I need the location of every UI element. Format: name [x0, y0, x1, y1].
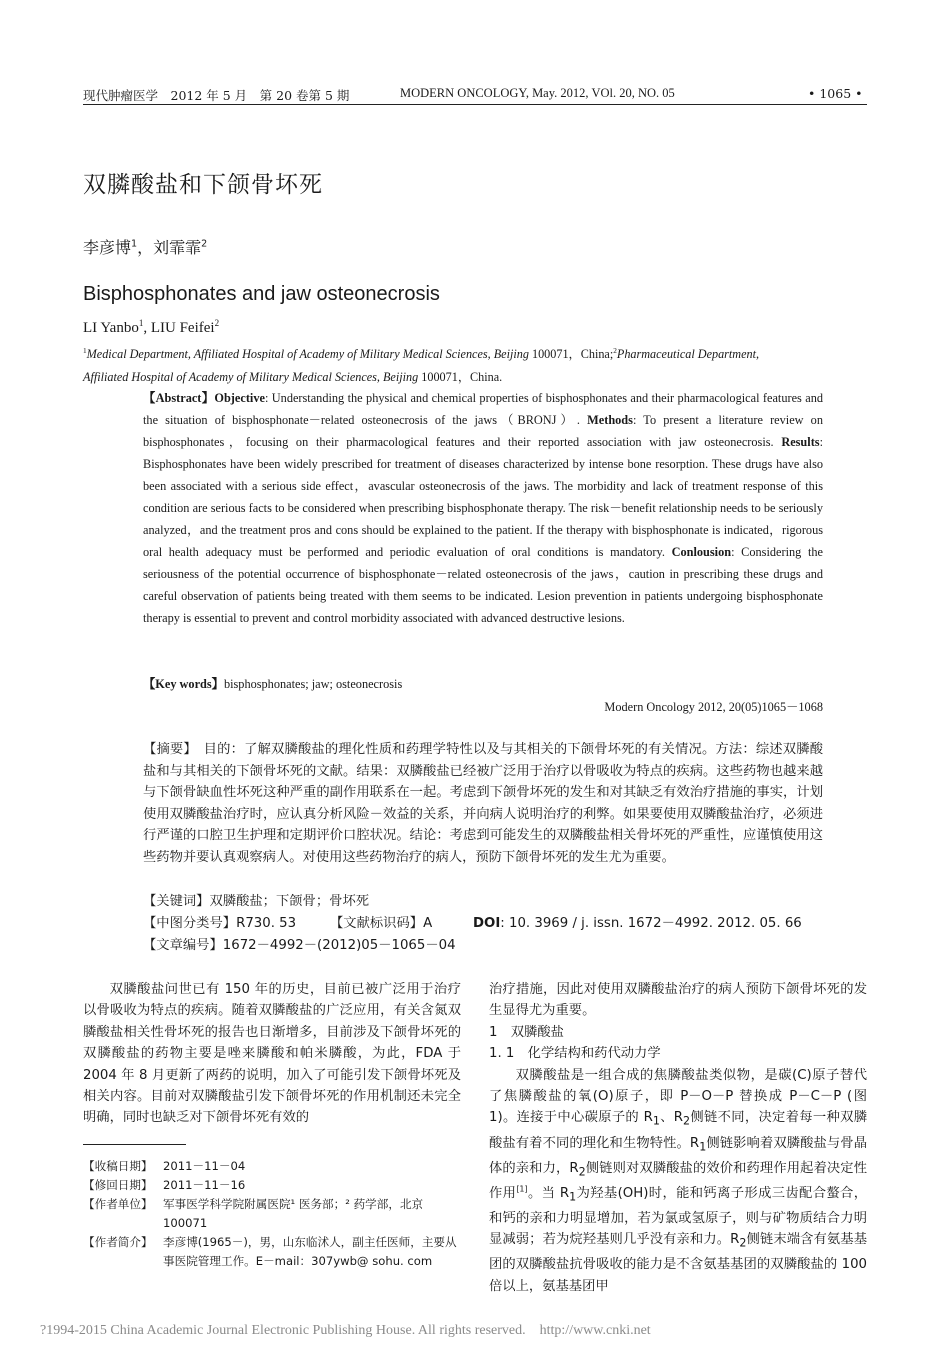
p2-part-c: 侧链不同，决定着每一种双膦酸盐有着不同的理化和生物特性。R — [489, 1110, 867, 1151]
keywords-cn-text: 双膦酸盐；下颌骨；骨坏死 — [209, 894, 370, 909]
abstract-cn-label: 【摘要】 — [143, 742, 191, 757]
methods-label: Methods — [587, 413, 633, 427]
conclusion-label: Conlousion — [671, 545, 732, 559]
p2-part-d: 侧链影响着双膦酸盐与骨晶体的亲和力，R — [489, 1135, 867, 1176]
body-right-column — [489, 979, 867, 1297]
sub-r2: 2 — [683, 1115, 691, 1129]
aff-1-code: 100071，China; — [528, 347, 614, 361]
author-sep: ， — [137, 238, 154, 257]
doc-code — [330, 913, 432, 935]
header-rule — [83, 104, 867, 105]
sub-r1: 1 — [569, 1190, 577, 1204]
note-value: 2011－11－04 — [163, 1159, 246, 1173]
article-value: 1672－4992－(2012)05－1065－04 — [222, 938, 456, 953]
sub-r1: 1 — [652, 1115, 660, 1129]
clc-label: 【中图分类号】 — [143, 916, 237, 931]
note-label: 【作者单位】 — [83, 1197, 153, 1211]
aff-2-code: 100071，China. — [418, 370, 503, 384]
author-en-sep: , — [143, 320, 151, 336]
note-affiliation — [83, 1195, 461, 1233]
keywords-en-label: 【Key words】 — [143, 677, 224, 691]
note-revised — [83, 1176, 461, 1195]
conclusion-text: : Considering the seriousness of the potential occurrence of bisphosphonate－related osteonecrosis of the jaws，caution in prescribing these drugs and careful observation of patients being treated with them seems to be indicated. Lesion prevention in patients undergoing bisphosphonate therapy is essential to prevent and control morbidity associated with advanced destructive lesions. — [143, 545, 823, 625]
objective-text: : Understanding the physical and chemical properties of bisphosphonates and their pharmacological features and the situation of bisphosphonate－related osteonecrosis of the jaws（BRONJ）. — [143, 391, 823, 427]
classification-row — [143, 913, 843, 935]
keywords-en-text: bisphosphonates; jaw; osteonecrosis — [223, 677, 403, 691]
doi-value: : 10. 3969 / j. issn. 1672－4992. 2012. 05. 66 — [500, 916, 802, 931]
copyright-footer: ?1994-2015 China Academic Journal Electronic Publishing House. All rights reserved. http://www.cnki.net — [40, 1323, 651, 1338]
aff-2-text-b: Affiliated Hospital of Academy of Military Medical Sciences, Beijing — [83, 370, 419, 384]
note-value: 李彦博(1965－)，男，山东临沭人，副主任医师，主要从事医院管理工作。E－mail：307ywb@ sohu. com — [163, 1235, 457, 1268]
author-1-en: LI Yanbo — [83, 320, 139, 336]
note-value: 2011－11－16 — [163, 1178, 246, 1192]
results-text: : Bisphosphonates have been widely prescribed for treatment of diseases characterized by intense bone resorption. These drugs have also been associated with a serious side effect，avascular osteonecrosis of the jaws. The morbidity and lack of treatment response of this condition are serious facts to be considered when prescribing bisphosphonate therapy. The risk－benefit relationship needs to be seriously analyzed，and the treatment pros and cons should be explained to the patient. If the therapy with bisphosphonate is indicated，rigorous oral health adequacy must be performed and periodic evaluation of oral conditions is mandatory. — [143, 435, 823, 559]
sub-r1: 1 — [699, 1140, 707, 1154]
author-2-en-sup: 2 — [214, 318, 220, 328]
journal-header-cn: 现代肿瘤医学 2012 年 5 月 第 20 卷第 5 期 — [83, 88, 350, 103]
affiliation — [83, 343, 868, 389]
p2-part-e: 侧链则对双膦酸盐的效价和药理作用起着决定性作用 — [489, 1160, 867, 1201]
body-paragraph-continued: 治疗措施，因此对使用双膦酸盐治疗的病人预防下颌骨坏死的发生显得尤为重要。 — [489, 982, 867, 1019]
p2-part-f: 。当 R — [527, 1185, 570, 1201]
abstract-cn-text: 目的：了解双膦酸盐的理化性质和药理学特性以及与其相关的下颌骨坏死的有关情况。方法：综述双膦酸盐和与其相关的下颌骨坏死的文献。结果：双膦酸盐已经被广泛用于治疗以骨吸收为特点的疾病。这些药物也越来越与下颌骨缺血性坏死这种严重的副作用联系在一起。考虑到下颌骨坏死的发生和对其缺乏有效治疗措施的事实，计划使用双膦酸盐治疗时，应认真分析风险－效益的关系，并向病人说明治疗的利弊。如果要使用双膦酸盐治疗，必须进行严谨的口腔卫生护理和定期评价口腔状况。结论：考虑到可能发生的双膦酸盐相关骨坏死的严重性，应谨慎使用这些药物并要认真观察病人。对使用这些药物治疗的病人，预防下颌骨坏死的发生尤为重要。 — [143, 742, 823, 865]
doc-value: A — [423, 916, 433, 931]
aff-1-text: Medical Department, Affiliated Hospital of Academy of Military Medical Sciences, Beijing — [86, 347, 529, 361]
author-1-sup: 1 — [131, 238, 138, 250]
title-cn: 双膦酸盐和下颌骨坏死 — [83, 172, 323, 198]
abstract-en — [143, 387, 823, 629]
author-1-en-sup: 1 — [138, 318, 144, 328]
aff-1-sup: 1 — [83, 345, 87, 355]
note-received — [83, 1157, 461, 1176]
article-notes — [83, 1157, 461, 1271]
note-value: 军事医学科学院附属医院¹ 医务部；² 药学部，北京 100071 — [163, 1197, 424, 1230]
aff-2-sup: 2 — [613, 345, 617, 355]
note-author-bio — [83, 1233, 461, 1271]
note-label: 【作者简介】 — [83, 1235, 153, 1249]
keywords-cn — [143, 891, 843, 913]
note-label: 【收稿日期】 — [83, 1159, 153, 1173]
note-label: 【修回日期】 — [83, 1178, 153, 1192]
section-heading: 1 双膦酸盐 — [489, 1024, 564, 1040]
page-number: • 1065 • — [808, 86, 863, 101]
reference-marker: [1] — [516, 1184, 528, 1194]
doc-label: 【文献标识码】 — [330, 916, 424, 931]
body-paragraph: 双膦酸盐问世已有 150 年的历史，目前已被广泛用于治疗以骨吸收为特点的疾病。随着双膦酸盐的广泛应用，有关含氮双膦酸盐相关性骨坏死的报告也日渐增多，目前涉及下颌骨坏死的双膦酸盐的药物主要是唑来膦酸和帕米膦酸，为此，FDA 于 2004 年 8 月更新了两药的说明，加入了可能引发下颌骨坏死及相关内容。目前对双膦酸盐引发下颌骨坏死的作用机制还未完全明确，同时也缺乏对下颌骨坏死有效的 — [83, 982, 461, 1126]
article-label: 【文章编号】 — [143, 938, 223, 953]
title-en: Bisphosphonates and jaw osteonecrosis — [83, 283, 440, 305]
results-label: Results — [781, 435, 820, 449]
doi-label: DOI — [473, 916, 501, 931]
sub-r2: 2 — [739, 1236, 747, 1250]
objective-label: Objective — [214, 391, 265, 405]
p2-part-a: 双膦酸盐是一组合成的焦膦酸盐类似物，是碳(C)原子替代了焦膦酸盐的氧(O)原子，即 P－O－P 替换成 P－C－P (图 1)。连接于中心碳原子的 R — [489, 1067, 867, 1126]
clc-value: R730. 53 — [236, 916, 297, 931]
keywords-cn-label: 【关键词】 — [143, 894, 210, 909]
body-left-column — [83, 979, 461, 1129]
abstract-label: 【Abstract】 — [143, 391, 215, 405]
keywords-en — [143, 673, 823, 695]
doi — [473, 913, 802, 935]
body-paragraph — [489, 1065, 867, 1297]
p2-part-h: 侧链末端含有氨基基团的双膦酸盐抗骨吸收的能力是不含氨基基团的双膦酸盐的 100 倍以上，氨基基团甲 — [489, 1232, 867, 1294]
subsection-heading: 1. 1 化学结构和药代动力学 — [489, 1046, 661, 1062]
citation: Modern Oncology 2012, 20(05)1065－1068 — [604, 700, 823, 714]
authors-cn — [83, 235, 207, 258]
author-2-sup: 2 — [201, 238, 208, 250]
footnote-rule — [83, 1144, 186, 1145]
author-1-cn: 李彦博 — [83, 238, 132, 257]
article-number — [143, 935, 843, 957]
authors-en — [83, 320, 219, 337]
p2-part-g: 为羟基(OH)时，能和钙离子形成三齿配合螯合，和钙的亲和力明显增加，若为氯或氢原子，则与矿物质结合力明显减弱；若为烷羟基则几乎没有亲和力。R — [489, 1185, 868, 1248]
aff-2-text: Pharmaceutical Department, — [616, 347, 760, 361]
methods-text: : To present a literature review on bisphosphonates，focusing on their pharmacological features and their reported association with jaw osteonecrosis. — [143, 413, 823, 449]
p2-part-b: 、R — [659, 1110, 684, 1126]
journal-header-en: MODERN ONCOLOGY, May. 2012, VOl. 20, NO. 05 — [400, 86, 675, 100]
sub-r2: 2 — [578, 1165, 586, 1179]
author-2-en: LIU Feifei — [150, 320, 215, 336]
abstract-cn — [143, 739, 823, 869]
author-2-cn: 刘霏霏 — [153, 238, 202, 257]
